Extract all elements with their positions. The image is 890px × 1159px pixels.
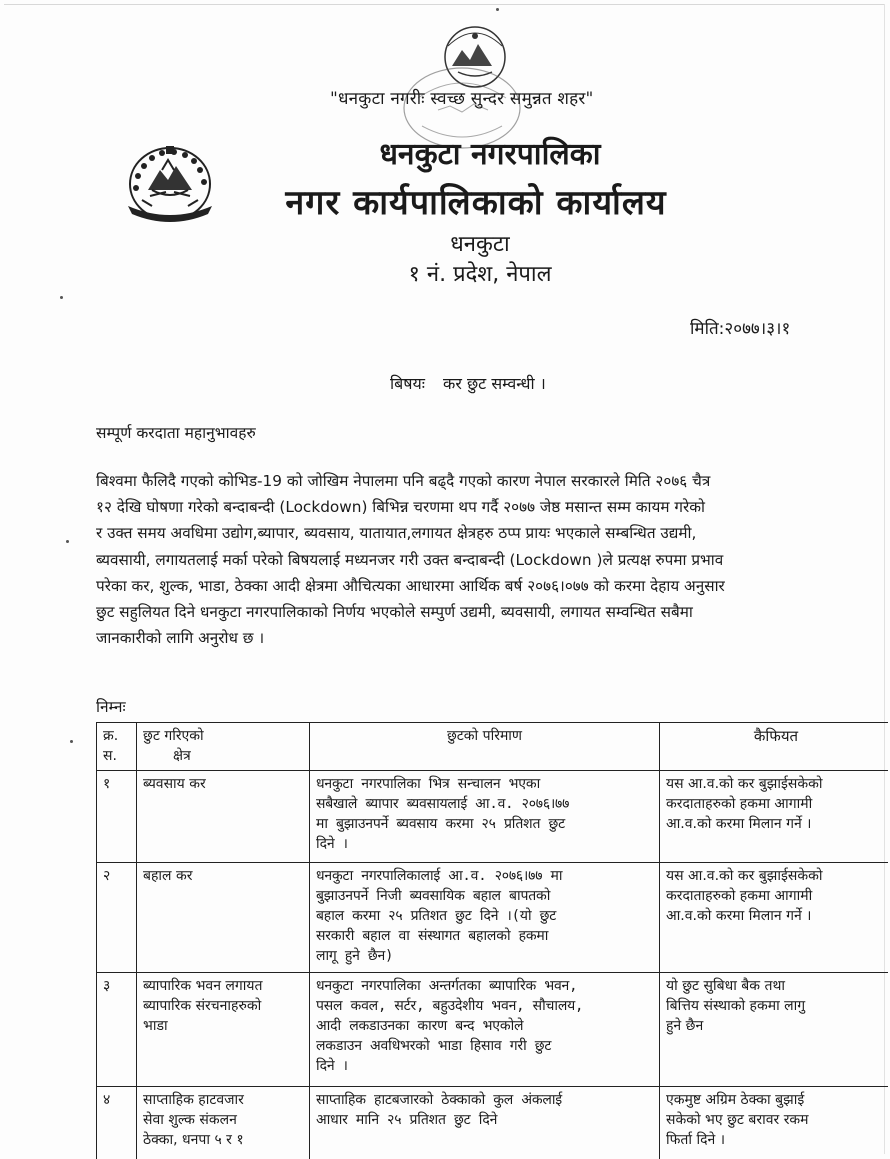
row-remark (660, 771, 889, 863)
header-sector-line: छुट गरिएको (143, 728, 204, 744)
row-amount (310, 1087, 660, 1159)
sector-line: ब्यापारिक भवन लगायत (143, 978, 263, 994)
amount-line: बहाल करमा २५ प्रतिशत छुट दिने ।(यो छुट (316, 908, 557, 924)
header-exempted-sector (137, 723, 310, 771)
row-amount (310, 863, 660, 973)
row-serial: २ (97, 863, 137, 973)
table-row (97, 1087, 889, 1159)
body-line: परेका कर, शुल्क, भाडा, ठेक्का आदी क्षेत्रमा औचित्यका आधारमा आर्थिक बर्ष २०७६।०७७ को करमा देहाय अनुसार (96, 576, 725, 595)
amount-line: धनकुटा नगरपालिका अन्तर्गतका ब्यापारिक भवन, (316, 978, 578, 994)
table-row (97, 863, 889, 973)
body-line: १२ देखि घोषणा गरेको बन्दाबन्दी (Lockdown) बिभिन्न चरणमा थप गर्दै २०७७ जेष्ठ मसान्त सम्म कायम गरेको (96, 498, 705, 517)
remark-line: एकमुष्ट अग्रिम ठेक्का बुझाई (666, 1092, 805, 1108)
table-row (97, 973, 889, 1087)
table-header-row (97, 723, 889, 771)
row-amount (310, 973, 660, 1087)
amount-line: दिने । (316, 1058, 348, 1074)
table-row (97, 771, 889, 863)
row-sector (137, 863, 310, 973)
subject-label: बिषयः (390, 374, 426, 393)
letter-date: मिति:२०७७।३।१ (690, 319, 791, 339)
municipality-motto: "धनकुटा नगरीः स्वच्छ सुन्दर समुन्नत शहर" (330, 89, 594, 109)
remark-line: हुने छैन (666, 1018, 704, 1034)
sector-line: ब्यापारिक संरचनाहरुको (143, 998, 262, 1014)
amount-line: आदी लकडाउनका कारण बन्द भएकोले (316, 1018, 524, 1034)
page-top-edge (4, 4, 884, 5)
notice-body (96, 468, 866, 651)
sector-line: बहाल कर (143, 868, 193, 884)
sector-line: सेवा शुल्क संकलन (143, 1112, 237, 1128)
amount-line: बुझाउनपर्ने निजी ब्यवसायिक बहाल बापतको (316, 888, 551, 904)
remark-line: करदाताहरुको हकमा आगामी (666, 796, 813, 812)
remark-line: आ.व.को करमा मिलान गर्ने । (666, 816, 812, 832)
subject-line (390, 372, 690, 394)
amount-line: धनकुटा नगरपालिका भित्र सन्चालन भएका (316, 776, 541, 792)
remark-line: सकेको भए छुट बरावर रकम (666, 1112, 809, 1128)
scan-speck (70, 740, 73, 743)
remark-line: करदाताहरुको हकमा आगामी (666, 888, 813, 904)
scan-speck (496, 8, 499, 11)
remark-line: बित्तिय संस्थाको हकमा लागु (666, 998, 806, 1014)
header-exemption-amount: छुटको परिमाण (310, 723, 660, 771)
sector-line: भाडा (143, 1018, 168, 1034)
amount-line: धनकुटा नगरपालिकालाई आ.व. २०७६।७७ मा (316, 868, 563, 884)
subject-text: कर छुट सम्वन्धी । (443, 374, 546, 393)
scan-speck (66, 540, 69, 543)
remark-line: फिर्ता दिने । (666, 1132, 726, 1148)
amount-line: सरकारी बहाल वा संस्थागत बहालको हकमा (316, 928, 549, 944)
body-line: बिश्वमा फैलिदै गएको कोभिड-19 को जोखिम नेपालमा पनि बढ्दै गएको कारण नेपाल सरकारले मिति २०७६ चैत्र (96, 472, 711, 490)
row-serial: ४ (97, 1087, 137, 1159)
remark-line: यस आ.व.को कर बुझाईसकेको (666, 868, 823, 884)
header-serial-line: स. (103, 748, 117, 764)
office-name: नगर कार्यपालिकाको कार्यालय (285, 183, 667, 223)
remark-line: यो छुट सुबिधा बैक तथा (666, 978, 786, 994)
header-remarks: कैफियत (660, 723, 889, 771)
municipality-name: धनकुटा नगरपालिका (379, 137, 601, 172)
exemption-table-wrapper (96, 722, 888, 1159)
remark-line: आ.व.को करमा मिलान गर्ने । (666, 908, 812, 924)
header-serial-line: क्र. (103, 728, 119, 744)
salutation: सम्पूर्ण करदाता महानुभावहरु (96, 424, 256, 442)
nepal-emblem-icon (122, 140, 218, 226)
row-sector (137, 1087, 310, 1159)
tax-exemption-table (96, 722, 888, 1159)
body-line: ब्यवसायी, लगायतलाई मर्का परेको बिषयलाई मध्यनजर गरी उक्त बन्दाबन्दी (Lockdown )ले प्रत्यक्ष रुपमा प्रभाव (96, 550, 724, 569)
sector-line: ब्यवसाय कर (143, 776, 206, 792)
header-serial-number (97, 723, 137, 771)
amount-line: लागू हुने छैन) (316, 948, 394, 964)
row-serial: १ (97, 771, 137, 863)
body-line: जानकारीको लागि अनुरोध छ । (96, 629, 265, 648)
remark-line: यस आ.व.को कर बुझाईसकेको (666, 776, 823, 792)
row-sector (137, 973, 310, 1087)
row-serial: ३ (97, 973, 137, 1087)
scan-speck (60, 296, 63, 299)
list-intro-label: निम्नः (96, 698, 126, 716)
amount-line: साप्ताहिक हाटबजारको ठेक्काको कुल अंकलाई (316, 1092, 562, 1108)
amount-line: लकडाउन अवधिभरको भाडा हिसाव गरी छुट (316, 1038, 552, 1054)
body-line: छुट सहुलियत दिने धनकुटा नगरपालिकाको निर्णय भएकोले सम्पुर्ण उद्यमी, ब्यवसायी, लगायत सम्वन्धित सबैमा (96, 602, 693, 621)
row-remark (660, 1087, 889, 1159)
amount-line: पसल कवल, सर्टर, बहुउदेशीय भवन, सौचालय, (316, 998, 584, 1014)
province-line: १ नं. प्रदेश, नेपाल (408, 262, 552, 287)
row-amount (310, 771, 660, 863)
header-sector-line: क्षेत्र (173, 748, 191, 764)
body-line: र उक्त समय अवधिमा उद्योग,ब्यापार, ब्यवसाय, यातायात,लगायत क्षेत्रहरु ठप्प प्रायः भएकाले सम्बन्धित उद्यमी, (96, 524, 697, 543)
office-location: धनकुटा (450, 232, 510, 257)
amount-line: सबैखाले ब्यापार ब्यवसायलाई आ.व. २०७६।७७ (316, 796, 570, 812)
amount-line: आधार मानि २५ प्रतिशत छुट दिने (316, 1112, 498, 1128)
row-remark (660, 973, 889, 1087)
sector-line: साप्ताहिक हाटवजार (143, 1092, 244, 1108)
sector-line: ठेक्का, धनपा ५ र १ (143, 1132, 244, 1148)
row-remark (660, 863, 889, 973)
amount-line: मा बुझाउनपर्ने ब्यवसाय करमा २५ प्रतिशत छुट (316, 816, 565, 832)
row-sector (137, 771, 310, 863)
amount-line: दिने । (316, 836, 348, 852)
